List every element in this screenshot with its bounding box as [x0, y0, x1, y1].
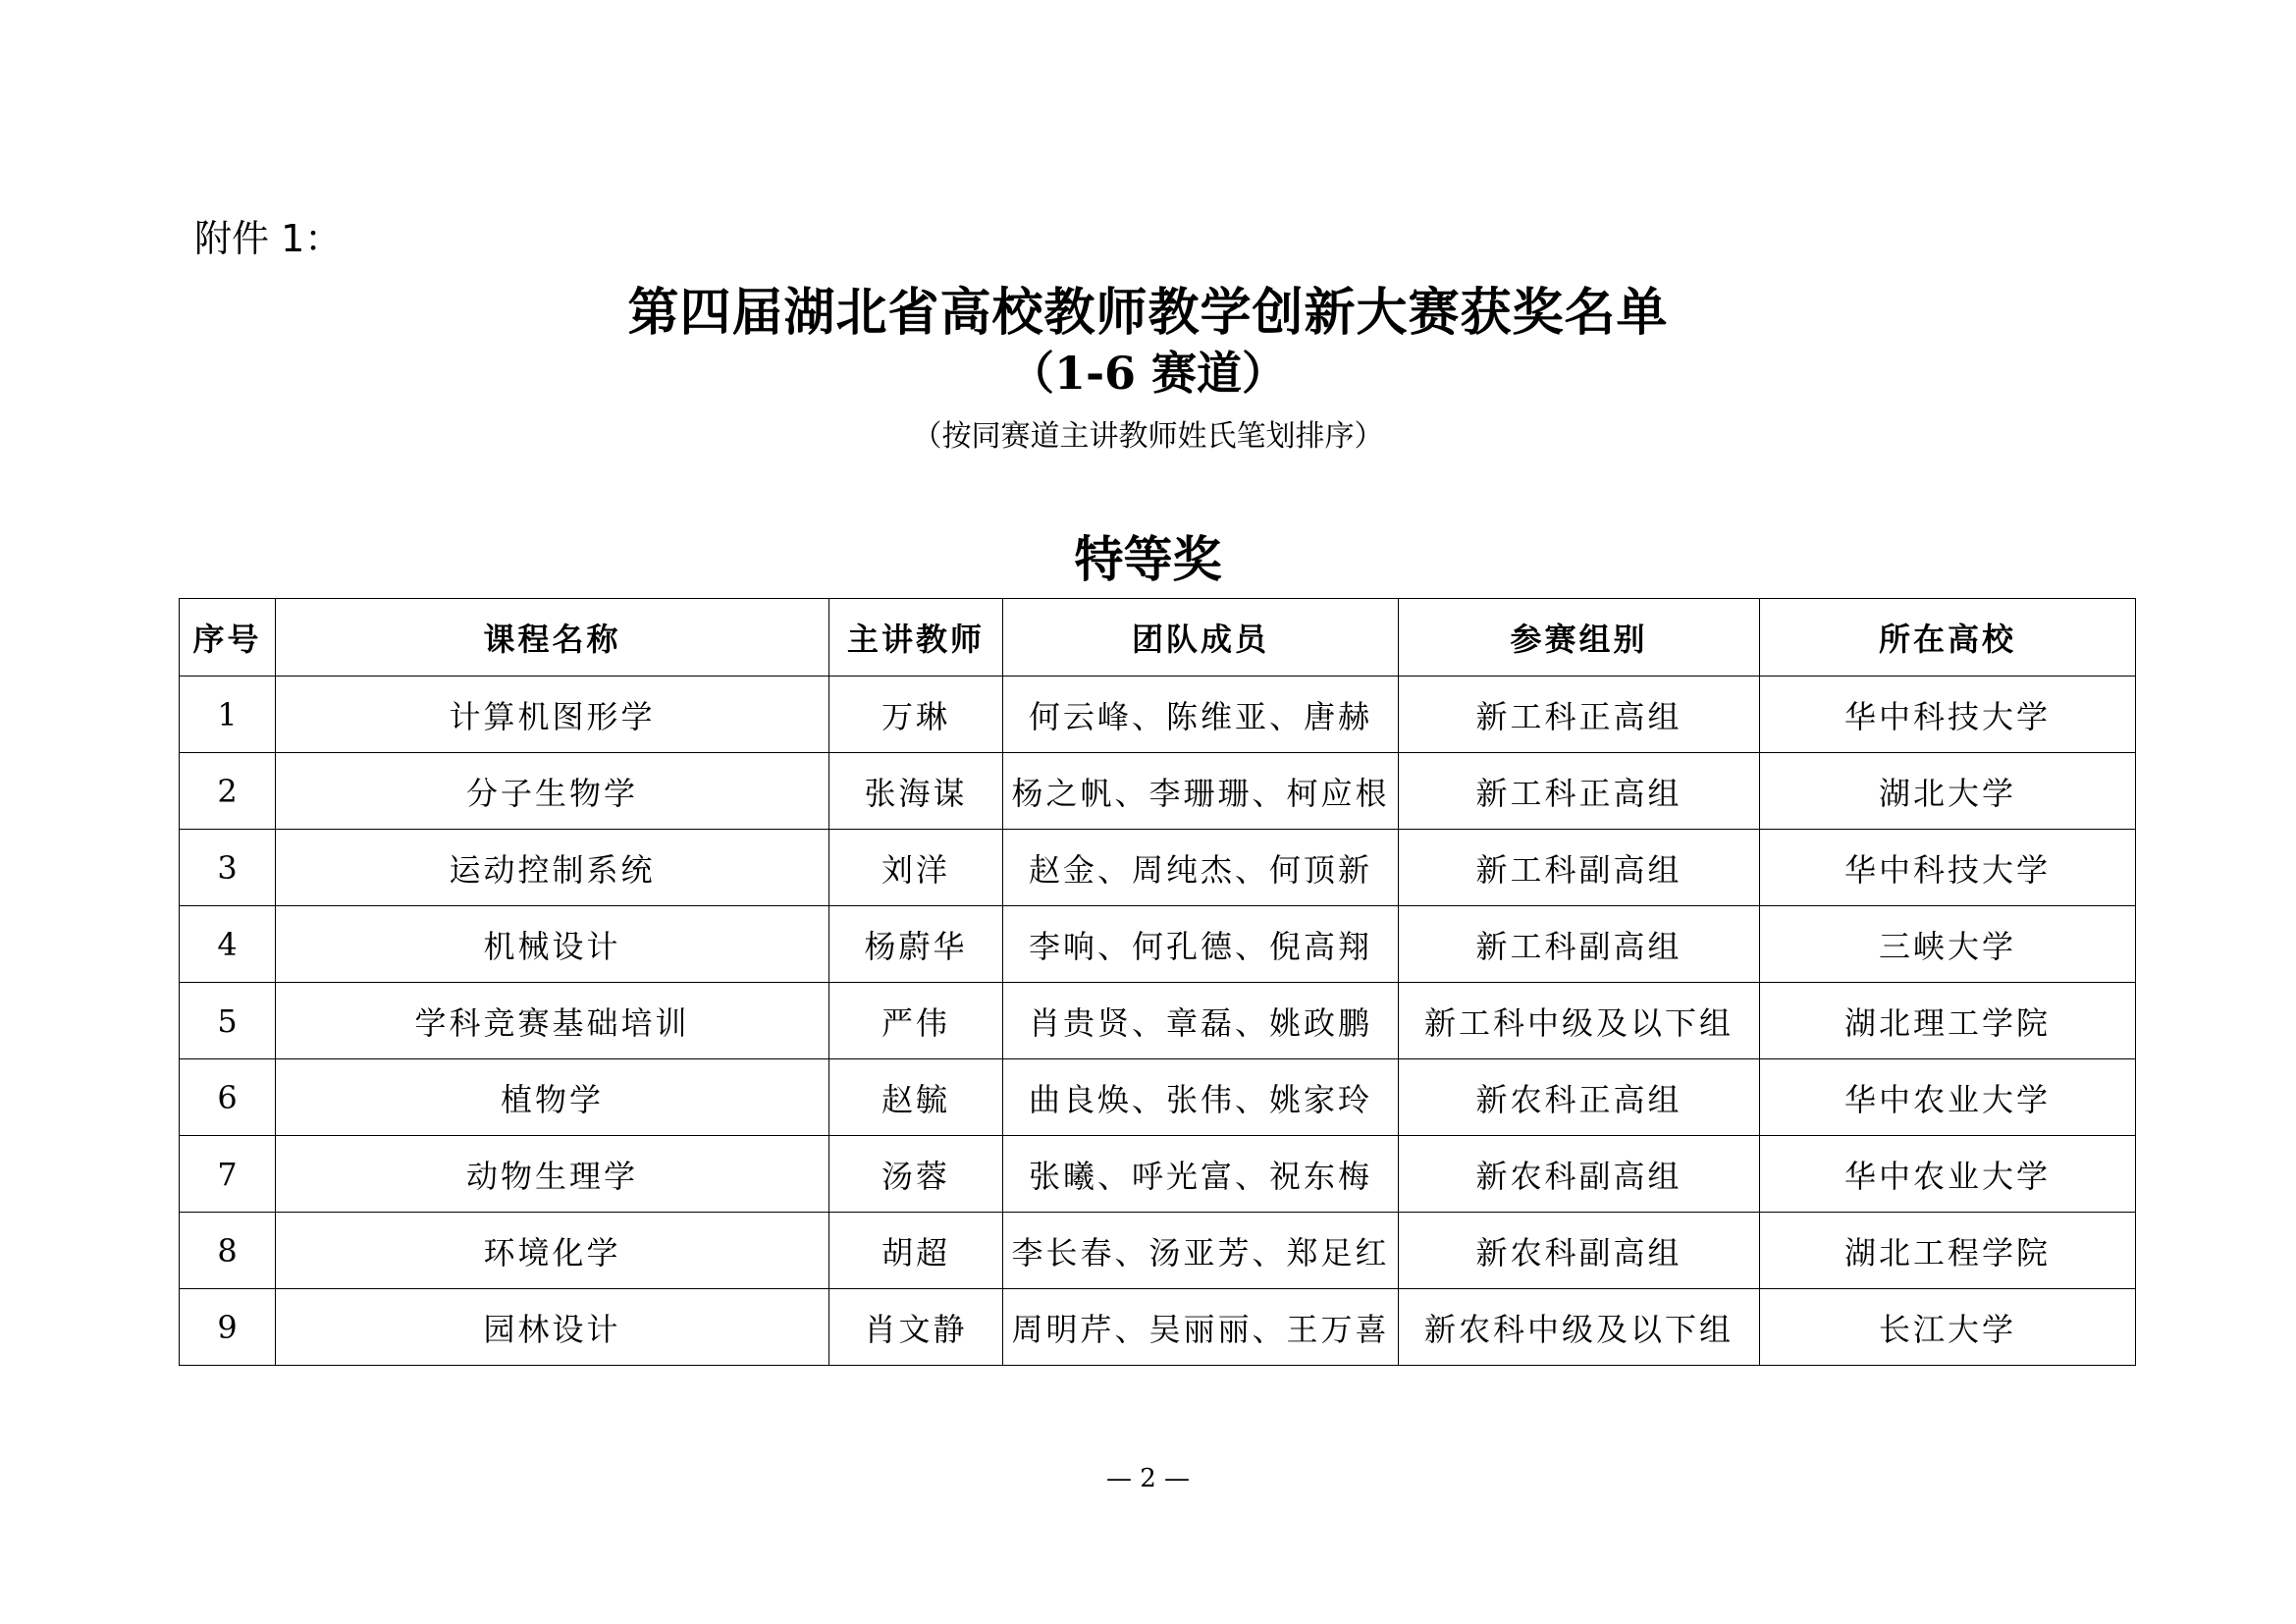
cell-lead-teacher: 肖文静: [829, 1289, 1003, 1366]
cell-competition-group: 新农科副高组: [1399, 1213, 1760, 1289]
header-team-members: 团队成员: [1003, 599, 1399, 677]
cell-lead-teacher: 汤蓉: [829, 1136, 1003, 1213]
table-row: [180, 1059, 2136, 1136]
cell-course-name: 动物生理学: [276, 1136, 829, 1213]
cell-competition-group: 新农科中级及以下组: [1399, 1289, 1760, 1366]
table-row: [180, 1289, 2136, 1366]
cell-course-name: 运动控制系统: [276, 830, 829, 906]
table-row: [180, 830, 2136, 906]
cell-team-members: 李响、何孔德、倪高翔: [1003, 906, 1399, 983]
table-row: [180, 983, 2136, 1059]
header-university: 所在高校: [1760, 599, 2136, 677]
table-row: [180, 906, 2136, 983]
cell-university: 长江大学: [1760, 1289, 2136, 1366]
cell-index: 6: [180, 1059, 276, 1136]
cell-team-members: 杨之帆、李珊珊、柯应根: [1003, 753, 1399, 830]
section-title-special-prize: 特等奖: [1074, 530, 1222, 588]
cell-index: 1: [180, 677, 276, 753]
cell-team-members: 张曦、呼光富、祝东梅: [1003, 1136, 1399, 1213]
cell-index: 7: [180, 1136, 276, 1213]
cell-team-members: 何云峰、陈维亚、唐赫: [1003, 677, 1399, 753]
cell-competition-group: 新工科正高组: [1399, 753, 1760, 830]
cell-university: 湖北理工学院: [1760, 983, 2136, 1059]
cell-lead-teacher: 赵毓: [829, 1059, 1003, 1136]
cell-index: 3: [180, 830, 276, 906]
cell-university: 华中农业大学: [1760, 1136, 2136, 1213]
cell-university: 三峡大学: [1760, 906, 2136, 983]
cell-index: 4: [180, 906, 276, 983]
cell-lead-teacher: 张海谋: [829, 753, 1003, 830]
cell-course-name: 机械设计: [276, 906, 829, 983]
cell-index: 5: [180, 983, 276, 1059]
cell-competition-group: 新农科副高组: [1399, 1136, 1760, 1213]
table-row: [180, 1136, 2136, 1213]
cell-index: 8: [180, 1213, 276, 1289]
cell-competition-group: 新工科正高组: [1399, 677, 1760, 753]
cell-lead-teacher: 胡超: [829, 1213, 1003, 1289]
cell-university: 华中农业大学: [1760, 1059, 2136, 1136]
cell-course-name: 环境化学: [276, 1213, 829, 1289]
header-index: 序号: [180, 599, 276, 677]
cell-team-members: 曲良焕、张伟、姚家玲: [1003, 1059, 1399, 1136]
cell-course-name: 植物学: [276, 1059, 829, 1136]
table-row: [180, 753, 2136, 830]
cell-university: 华中科技大学: [1760, 677, 2136, 753]
cell-course-name: 分子生物学: [276, 753, 829, 830]
cell-university: 湖北大学: [1760, 753, 2136, 830]
cell-lead-teacher: 严伟: [829, 983, 1003, 1059]
table-row: [180, 1213, 2136, 1289]
cell-team-members: 李长春、汤亚芳、郑足红: [1003, 1213, 1399, 1289]
cell-competition-group: 新农科正高组: [1399, 1059, 1760, 1136]
header-course-name: 课程名称: [276, 599, 829, 677]
cell-competition-group: 新工科副高组: [1399, 830, 1760, 906]
header-lead-teacher: 主讲教师: [829, 599, 1003, 677]
awards-table: [179, 598, 2136, 1366]
cell-lead-teacher: 杨蔚华: [829, 906, 1003, 983]
header-competition-group: 参赛组别: [1399, 599, 1760, 677]
cell-course-name: 学科竞赛基础培训: [276, 983, 829, 1059]
table-row: [180, 677, 2136, 753]
cell-competition-group: 新工科副高组: [1399, 906, 1760, 983]
cell-index: 2: [180, 753, 276, 830]
sorting-note: （按同赛道主讲教师姓氏笔划排序）: [912, 419, 1384, 454]
cell-lead-teacher: 万琳: [829, 677, 1003, 753]
cell-university: 华中科技大学: [1760, 830, 2136, 906]
attachment-label: 附件 1：: [194, 217, 343, 260]
page-number: — 2 —: [1105, 1464, 1191, 1493]
cell-team-members: 周明芹、吴丽丽、王万喜: [1003, 1289, 1399, 1366]
cell-team-members: 肖贵贤、章磊、姚政鹏: [1003, 983, 1399, 1059]
cell-university: 湖北工程学院: [1760, 1213, 2136, 1289]
document-title: 第四届湖北省高校教师教学创新大赛获奖名单: [627, 283, 1669, 343]
cell-competition-group: 新工科中级及以下组: [1399, 983, 1760, 1059]
cell-index: 9: [180, 1289, 276, 1366]
table-header-row: [180, 599, 2136, 677]
document-subtitle: （1-6 赛道）: [1008, 347, 1288, 400]
cell-course-name: 计算机图形学: [276, 677, 829, 753]
cell-team-members: 赵金、周纯杰、何顶新: [1003, 830, 1399, 906]
cell-course-name: 园林设计: [276, 1289, 829, 1366]
cell-lead-teacher: 刘洋: [829, 830, 1003, 906]
